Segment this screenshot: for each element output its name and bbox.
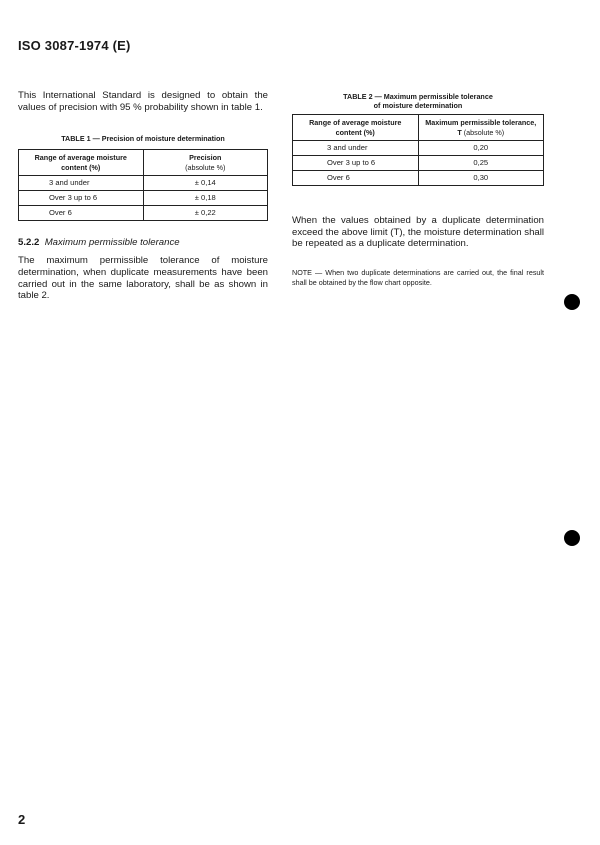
table1-value-cell: ± 0,18 — [143, 191, 268, 206]
binding-hole-mark — [564, 294, 580, 310]
intro-paragraph: This International Standard is designed to obtain the values of precision with 95 % probability shown in table 1. — [18, 90, 268, 113]
table2-col2-header-main: Maximum permissible tolerance, T — [425, 118, 537, 137]
right-column — [292, 92, 544, 288]
table2-title-line1 — [343, 92, 493, 101]
table2-col2-header-sub: (absolute %) — [463, 127, 505, 137]
section-title: Maximum permissible tolerance — [44, 237, 180, 249]
table1-col2-header — [143, 150, 268, 176]
note-paragraph: NOTE — When two duplicate determinations are carried out, the final result shall be obtained by the flow chart opposite. — [292, 267, 544, 287]
table1-range-cell: Over 3 up to 6 — [19, 191, 144, 206]
section-heading — [18, 237, 268, 248]
section-body: The maximum permissible tolerance of moisture determination, when duplicate measurements have been carried out in the same laboratory, shall be as shown in table 2. — [18, 255, 268, 302]
table-row — [293, 141, 544, 156]
table1-col1-header: Range of average moisture content (%) — [19, 150, 144, 176]
table2-title-line2: of moisture determination — [373, 101, 463, 110]
table1-value-cell: ± 0,22 — [143, 206, 268, 221]
table2-value-cell: 0,25 — [418, 156, 544, 171]
document-id-header: ISO 3087-1974 (E) — [18, 38, 131, 53]
table-row — [293, 171, 544, 186]
table1 — [18, 149, 268, 221]
left-column — [18, 90, 268, 302]
table2-range-cell: Over 3 up to 6 — [293, 156, 419, 171]
table1-value-cell: ± 0,14 — [143, 176, 268, 191]
table2-title — [292, 92, 544, 110]
table2-range-cell: 3 and under — [293, 141, 419, 156]
table2-col2-header — [418, 115, 544, 141]
table-row — [293, 156, 544, 171]
table-row — [19, 176, 268, 191]
table2-range-cell: Over 6 — [293, 171, 419, 186]
table-row — [19, 206, 268, 221]
table1-col2-header-main: Precision — [189, 153, 222, 163]
table1-header-row — [19, 150, 268, 176]
table1-col2-header-sub: (absolute %) — [185, 162, 226, 172]
table2 — [292, 114, 544, 186]
table2-col1-header: Range of average moisture content (%) — [293, 115, 419, 141]
repeat-determination-paragraph: When the values obtained by a duplicate determination exceed the above limit (T), the moisture determination shall be repeated as a duplicate determination. — [292, 215, 544, 250]
table1-title — [18, 134, 268, 143]
table2-header-row — [293, 115, 544, 141]
table2-title-line1-text: TABLE 2 — Maximum permissible tolerance — [343, 92, 493, 101]
binding-hole-mark — [564, 530, 580, 546]
section-number: 5.2.2 — [18, 237, 40, 249]
table-row — [19, 191, 268, 206]
table1-range-cell: Over 6 — [19, 206, 144, 221]
table1-range-cell: 3 and under — [19, 176, 144, 191]
table2-value-cell: 0,30 — [418, 171, 544, 186]
page-number: 2 — [18, 812, 26, 827]
table1-title-text: TABLE 1 — Precision of moisture determination — [61, 134, 225, 144]
table2-value-cell: 0,20 — [418, 141, 544, 156]
